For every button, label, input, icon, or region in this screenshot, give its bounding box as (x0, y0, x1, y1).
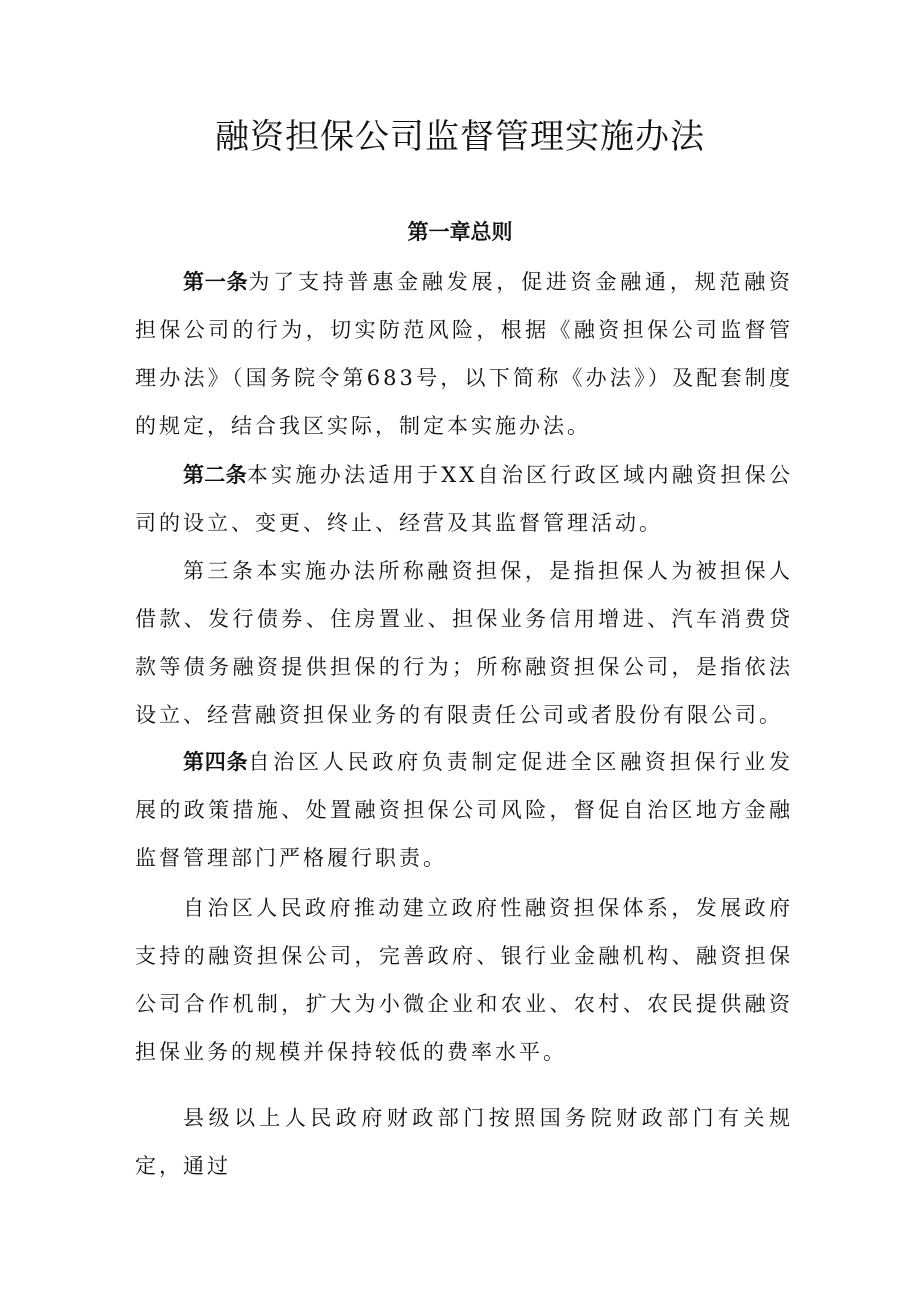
article-label: 第二条 (183, 463, 247, 487)
paragraph-text: 自治区人民政府推动建立政府性融资担保体系，发展政府支持的融资担保公司，完善政府、银行业金融机构、融资担保公司合作机制，扩大为小微企业和农业、农村、农民提供融资担保业务的规模并保持较低的费率水平。 (135, 896, 793, 1064)
body-paragraph (135, 1094, 793, 1190)
body-paragraph (135, 884, 793, 1076)
article-text: 为了支持普惠金融发展，促进资金融通，规范融资担保公司的行为，切实防范风险，根据《融资担保公司监督管理办法》（国务院令第683号，以下简称《办法》）及配套制度的规定，结合我区实际，制定本实施办法。 (135, 270, 793, 438)
article-text: 第三条本实施办法所称融资担保，是指担保人为被担保人借款、发行债券、住房置业、担保业务信用增进、汽车消费贷款等债务融资提供担保的行为；所称融资担保公司，是指依法设立、经营融资担保业务的有限责任公司或者股份有限公司。 (135, 559, 793, 727)
document-title: 融资担保公司监督管理实施办法 (215, 117, 705, 157)
article-4-paragraph (135, 738, 793, 882)
paragraph-text: 县级以上人民政府财政部门按照国务院财政部门有关规定，通过 (135, 1106, 793, 1178)
article-2-paragraph (135, 451, 793, 547)
article-label: 第四条 (183, 750, 249, 774)
article-1-paragraph (135, 258, 793, 450)
chapter-heading: 第一章总则 (407, 220, 513, 244)
article-3-paragraph (135, 547, 793, 739)
article-text: 自治区人民政府负责制定促进全区融资担保行业发展的政策措施、处置融资担保公司风险，督促自治区地方金融监督管理部门严格履行职责。 (135, 750, 793, 870)
article-text: 本实施办法适用于XX自治区行政区域内融资担保公司的设立、变更、终止、经营及其监督管理活动。 (135, 463, 793, 535)
article-label: 第一条 (183, 270, 249, 294)
